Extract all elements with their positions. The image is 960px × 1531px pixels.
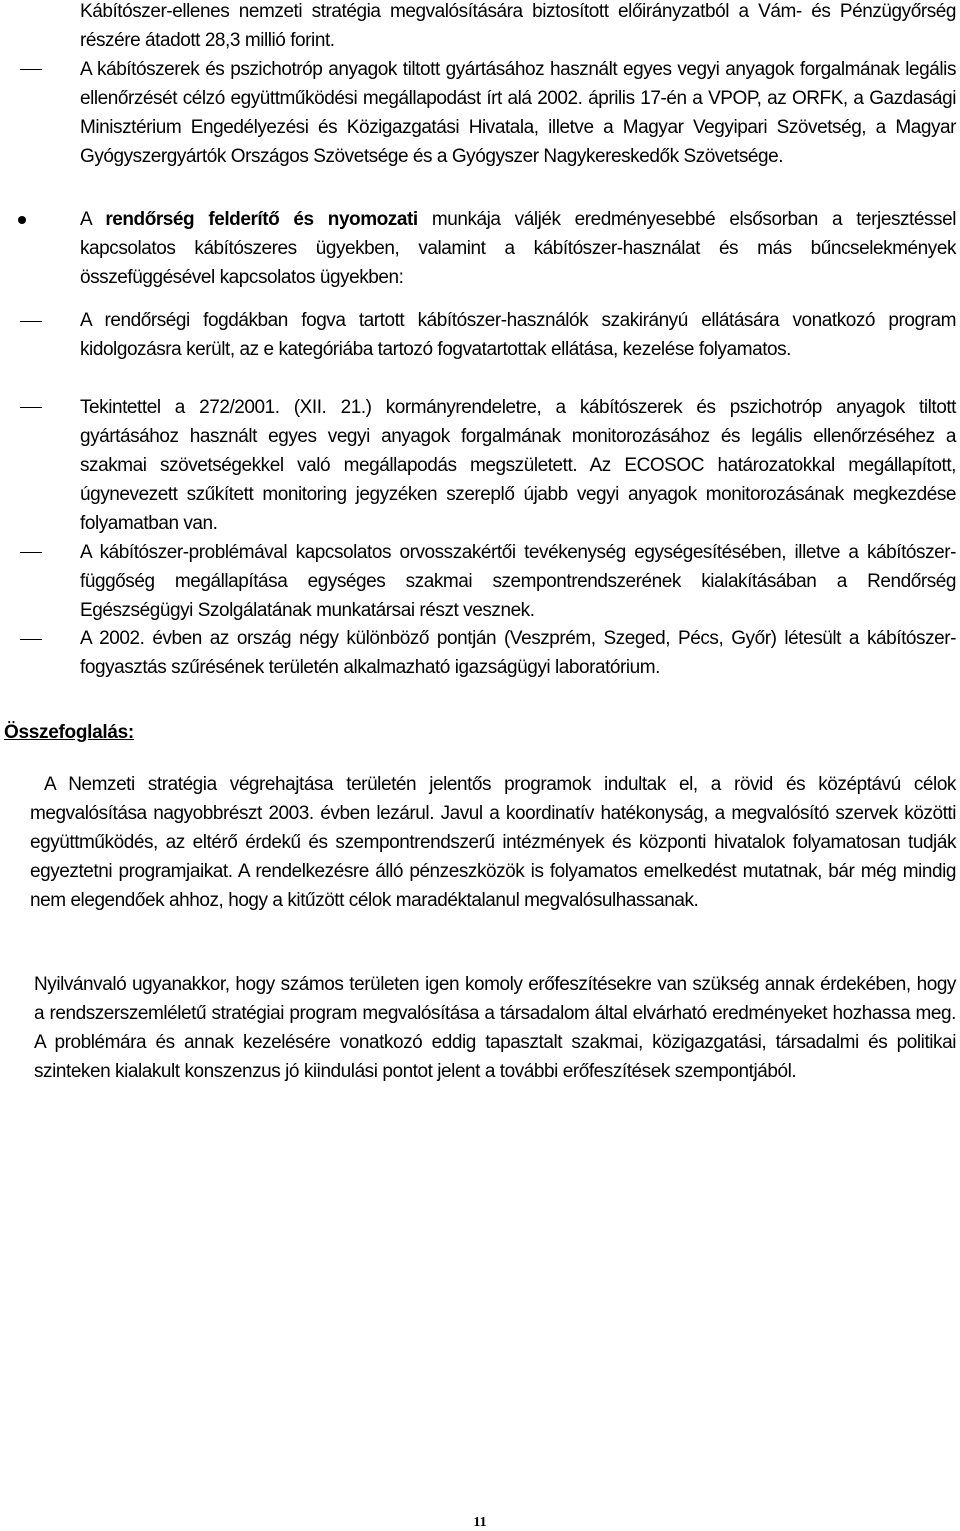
bullet-prefix: A [80, 209, 106, 230]
bullet-item [80, 205, 956, 292]
list-item: A kábítószer-problémával kapcsolatos orvosszakértői tevékenység egységesítésében, illetve a kábítószer-függőség megállapítása egységes szakmai szempontrendszerének kialakításában a Rendőrség Egészségügyi Szolgálatának munkatársai részt vesznek. [80, 542, 956, 621]
summary-paragraph: Nyilvánvaló ugyanakkor, hogy számos területen igen komoly erőfeszítésekre van szükség annak érdekében, hogy a rendszerszemléletű stratégiai program megvalósítása a társadalom által elvárható eredményeket hozhassa meg. A problémára és annak kezelésére vonatkozó eddig tapasztalt szakmai, közigazgatási, társadalmi és politikai szinteken kialakult konszenzus jó kiindulási pontot jelent a további erőfeszítések szempontjából. [34, 974, 956, 1082]
dash-marker [20, 407, 42, 408]
list-item: A rendőrségi fogdákban fogva tartott kábítószer-használók szakirányú ellátására vonatkozó program kidolgozásra került, az e kategóriába tartozó fogvatartottak ellátása, kezelése folyamatos. [80, 310, 956, 360]
list-item: A 2002. évben az ország négy különböző pontján (Veszprém, Szeged, Pécs, Győr) létesült a kábítószer-fogyasztás szűrésének területén alkalmazható igazságügyi laboratórium. [80, 628, 956, 678]
dash-marker [20, 639, 42, 640]
continuation-text: Kábítószer-ellenes nemzeti stratégia megvalósítására biztosított előirányzatból a Vám- és Pénzügyőrség részére átadott 28,3 millió forint. [80, 1, 956, 51]
dash-marker [20, 321, 42, 322]
dash-marker [20, 69, 42, 70]
bullet-suffix: munkája váljék eredményesebbé elsősorban a terjesztéssel kapcsolatos kábítószeres ügyekben, valamint a kábítószer-használat és más bűncselekmények összefüggésével kapcsolatos ügyekben: [80, 209, 956, 288]
summary-paragraph: A Nemzeti stratégia végrehajtása területén jelentős programok indultak el, a rövid és középtávú célok megvalósítása nagyobbrészt 2003. évben lezárul. Javul a koordinatív hatékonyság, a megvalósító szervek közötti együttműködés, az eltérő érdekű és szempontrendszerű intézmények és központi hivatalok folyamatosan tudják egyeztetni programjaikat. A rendelkezésre álló pénzeszközök is folyamatos emelkedést mutatnak, bár még mindig nem elegendőek ahhoz, hogy a kitűzött célok maradéktalanul megvalósulhassanak. [30, 774, 956, 911]
summary-heading: Összefoglalás: [4, 722, 134, 743]
dash-marker [20, 552, 42, 553]
list-item: A kábítószerek és pszichotróp anyagok tiltott gyártásához használt egyes vegyi anyagok forgalmának legális ellenőrzését célzó együttműködési megállapodást írt alá 2002. április 17-én a VPOP, az ORFK, a Gazdasági Minisztérium Engedélyezési és Közigazgatási Hivatala, illetve a Magyar Vegyipari Szövetség, a Magyar Gyógyszergyártók Országos Szövetsége és a Gyógyszer Nagykereskedők Szövetsége. [80, 59, 956, 167]
bullet-bold-text: rendőrség felderítő és nyomozati [105, 209, 418, 230]
page-number: 11 [473, 1515, 487, 1530]
bullet-marker [18, 216, 26, 224]
list-item: Tekintettel a 272/2001. (XII. 21.) kormányrendeletre, a kábítószerek és pszichotróp anyagok tiltott gyártásához használt egyes vegyi anyagok forgalmának monitorozásához és legális ellenőrzéséhez a szakmai szövetségekkel való megállapodás megszületett. Az ECOSOC határozatokkal megállapított, úgynevezett szűkített monitoring jegyzéken szereplő újabb vegyi anyagok monitorozásának megkezdése folyamatban van. [80, 397, 956, 534]
